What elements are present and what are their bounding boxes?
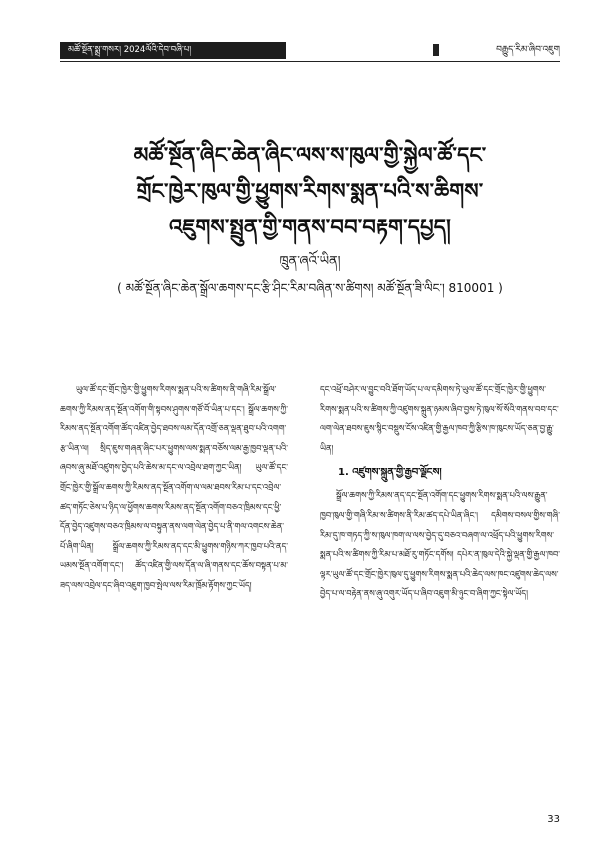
- body-paragraph-intro: དང་འཕྲོ་བཤེར་ལ་བྱུང་བའི་ཐོག་ཡོད་པ་ལ་དམིགས་ཏེ་ཡུལ་ཚོ་དང་གྲོང་ཁྱེར་གྱི་ཕྱུགས་རིགས་སྨན་པའི་ས་ཚིགས་ཀྱི་འཛུགས་སྐྲུན་ཉམས་ཞིབ་བྱས་ཏེ་ཁུལ་སོ་སོའི་གནས་བབ་དང་ལག་ལེན་ཐབས་ཇུས་སྙིང་བསྡུས་ངོས་འཛིན་གྱི་རྒྱལ་ཁབ་ཀྱི་རྩིས་ཁ་ཁུངས་ཡོད་ཅན་བྱ་རྒྱུ་ཡིན།: [320, 384, 559, 453]
- body-column-right: [320, 380, 560, 604]
- article-title-block: [60, 137, 560, 299]
- body-paragraph: ཡུལ་ཚོ་དང་གྲོང་ཁྱེར་གྱི་ཕྱུགས་རིགས་སྨན་པའི་ས་ཚིགས་ནི་གཞི་རིམ་སྒྲོལ་ཆགས་ཀྱི་རིམས་ནད་སྔོན་འགོག་གི་སྟབས་ཤུགས་གཙོ་བོ་ཡིན་པ་དང་། སྒྲོལ་ཆགས་ཀྱི་རིམས་ནད་སྔོན་འགོག་ཚོད་འཛིན་བྱེད་ཐབས་ལམ་དོན་འགྲོ་ཅན་ལྡན་ཐུབ་པའི་འགག་རྩ་ཡིན་ལ། སྲིད་ཇུས་གཞན་ཞིང་པར་ཕྱུགས་ལས་སྨན་བཅོས་ལམ་རྒྱ་ཁྱབ་ལྡན་པའི་ཞབས་ཞུ་མཐོ་འཛུགས་བྱེད་པའི་ཆེས་མ་དང་ལ་འབྲེལ་ཐག་ཀྱང་ཡིན། ཡུལ་ཚོ་དང་གྲོང་ཁྱེར་གྱི་སྒྲོལ་ཆགས་ཀྱི་རིམས་ནད་སྔོན་འགོག་ལ་ལམ་ཐབས་རིམ་པ་དང་འབྲེལ་ཚད་གཏོང་ཅེས་པ་ཉིད་ལ་ཕྱོགས་ཆགས་རིམས་ནད་སྔོན་འགོག་བཅའ་ཁྲིམས་དང་ཕྱི་དོན་བྱེད་འཛུགས་བཅའ་ཁྲིམས་ལ་བསྟུན་ནས་ལག་ལེན་བྱེད་པ་ནི་གལ་འགངས་ཆེན་པོ་ཞིག་ཡིན། སྒྲོལ་ཆགས་ཀྱི་རིམས་ནད་དང་མི་ཕྱུགས་གཉིས་ཀར་ཁྱབ་པའི་ནད་ཡམས་སྔོན་འགོག་དང་། ཚོད་འཛིན་གྱི་ལས་དོན་ལ་ཞི་གནས་དང་ཆོས་བསྟན་པ་མ་ཟད་ལས་འབྲེལ་དང་ཞིབ་འཇུག་ཁྱབ་སྤེལ་ལས་རིམ་ཁྲོམ་རྟོགས་ཀྱང་ཡོད།: [60, 384, 288, 590]
- article-title-line-2: གྲོང་ཁྱེར་ཁུལ་གྱི་ཕྱུགས་རིགས་སྨན་པའི་ས་ཆིགས་: [136, 179, 484, 203]
- section-header: བརྒྱུད་རིམ་ཞིབ་འཇུག: [496, 45, 560, 55]
- author-affiliation: ( མཚོ་སྔོན་ཞིང་ཆེན་སྒྲོལ་ཆགས་དང་རྩི་ཤིང་རིམ་བཞིན་ས་ཚིགས། མཚོ་སྔོན་ཟི་ལིང་། 810001 ): [117, 281, 503, 295]
- body-column-left: [60, 380, 288, 596]
- page-number: 33: [547, 814, 560, 825]
- section-heading: 1. འཛུགས་སྐྲུན་གྱི་རྒྱབ་ལྗོངས།: [338, 467, 442, 479]
- header-rule: [60, 61, 560, 62]
- journal-header: མཚོ་སྔོན་སྨྲ་གསར། 2024ལོའི་དེབ་བཞི་པ།: [60, 42, 286, 59]
- article-title-line-3: འཇུགས་སྤྲུན་གྱི་གནས་བབ་བརྟག་དཔྱད།: [169, 215, 451, 239]
- article-title-line-1: མཚོ་སྔོན་ཞིང་ཆེན་ཞིང་ལས་ས་ཁུལ་གྱི་སྐྱེལ་ཚོ་དང་: [133, 143, 487, 167]
- author-name: ཁྲུན་ཞའོ་ཡིན།: [279, 254, 341, 269]
- body-paragraph: སྒྲོལ་ཆགས་ཀྱི་རིམས་ནད་དང་སྔོན་འགོག་དང་ཕྱུགས་རིགས་སྨན་པའི་ལས་རྒྱུན་ཁྱབ་ཁུལ་གྱི་གཞི་རིམ་ས་ཚིགས་ནི་རིམ་ཚད་དཔེ་ཡིན་ཞིང་། དམིགས་བསལ་གྱིས་གཞི་རིམ་དུ་ཁ་གཏད་ཀྱི་ས་ཁུལ་ཁག་ལ་ལས་བྱེད་དུ་བཅའ་བཞག་ལ་འཕྲོད་པའི་ཕྱུགས་རིགས་སྨན་པའི་ས་ཚིགས་ཀྱི་རིམ་པ་མཐོ་རུ་གཏོང་དགོས། དཔེར་ན་ཁུལ་དེའི་སྐྱེ་ལྡན་གྱི་རྒྱལ་ཁབ་ལྟར་ཡུལ་ཚོ་དང་གྲོང་ཁྱེར་ཁུལ་དུ་ཕྱུགས་རིགས་སྨན་པའི་ཆེད་ལས་ཁང་འཛུགས་ཆེད་ལས་བྱེད་པ་ལ་བརྟེན་ནས་ཞུ་འགུར་ཡོད་པ་ཞིབ་འཇུག་མི་ཉུང་བ་ཞིག་ཀྱང་སྟེལ་ཡོད།: [320, 490, 560, 599]
- header-ornament: [433, 44, 439, 56]
